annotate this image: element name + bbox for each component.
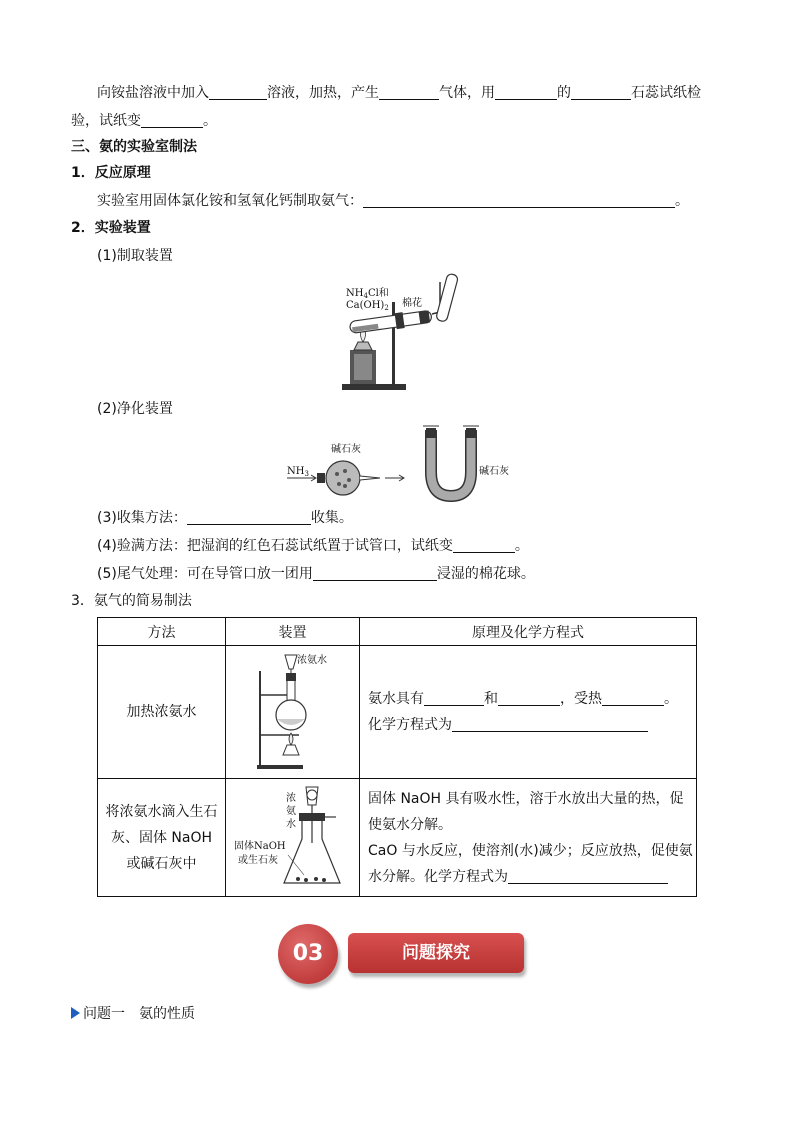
soda-lime-label: 碱石灰	[331, 444, 361, 455]
blank[interactable]	[508, 868, 668, 884]
column-header: 装置	[226, 618, 360, 646]
blank[interactable]	[209, 84, 267, 100]
preparation-apparatus-figure	[340, 272, 470, 394]
triangle-bullet-icon	[71, 1007, 80, 1019]
sub-heading: (2)净化装置	[97, 401, 173, 417]
collection-method: (3)收集方法： 收集。	[97, 510, 353, 526]
subsection-title: 2．实验装置	[71, 220, 151, 236]
apparatus-cell	[226, 646, 360, 779]
tail-gas-treatment: (5)尾气处理：可在导管口放一团用 浸湿的棉花球。	[97, 566, 535, 582]
methods-table	[97, 617, 697, 897]
reagent-label: 固体NaOH	[233, 840, 286, 852]
table-row	[98, 779, 697, 897]
dropping-apparatus-figure	[232, 783, 354, 893]
cotton-label: 棉花	[402, 298, 422, 309]
reagent-label: $Ca(OH)_2$	[346, 300, 389, 312]
section-banner-title: 问题探究	[348, 933, 524, 973]
subsection-title: 1．反应原理	[71, 165, 151, 181]
blank[interactable]	[187, 509, 311, 525]
nh3-label: $NH_3$	[287, 466, 309, 478]
simple-preparation-title: 3．氨气的简易制法	[71, 593, 192, 609]
blank[interactable]	[498, 690, 560, 706]
column-header: 方法	[98, 618, 226, 646]
section-number-badge: 03	[278, 924, 338, 984]
blank[interactable]	[379, 84, 439, 100]
principle-cell	[360, 646, 697, 779]
sub-heading: (1)制取装置	[97, 248, 173, 264]
column-header: 原理及化学方程式	[360, 618, 697, 646]
blank[interactable]	[313, 565, 437, 581]
table-header-row	[98, 618, 697, 646]
blank[interactable]	[424, 690, 484, 706]
principle-line: 氨水具有 和 ，受热 。	[368, 691, 678, 707]
intro-line-2: 验，试纸变 。	[71, 113, 217, 129]
question-heading: 问题一 氨的性质	[71, 1004, 195, 1024]
reagent-label: 浓	[285, 792, 296, 804]
fullness-test: (4)验满方法：把湿润的红色石蕊试纸置于试管口，试纸变 。	[97, 538, 529, 554]
method-cell: 将浓氨水滴入生石 灰、固体 NaOH 或碱石灰中	[98, 779, 226, 897]
reaction-principle: 实验室用固体氯化铵和氢氧化钙制取氨气： 。	[97, 193, 689, 209]
blank[interactable]	[363, 192, 675, 208]
blank[interactable]	[141, 112, 203, 128]
soda-lime-label: 碱石灰	[479, 466, 509, 477]
blank[interactable]	[602, 690, 664, 706]
table-row	[98, 646, 697, 779]
blank[interactable]	[452, 716, 648, 732]
reagent-label: $NH_4Cl$和	[346, 288, 389, 300]
blank[interactable]	[495, 84, 557, 100]
apparatus-cell	[226, 779, 360, 897]
reagent-label: 水	[285, 818, 296, 830]
blank[interactable]	[571, 84, 631, 100]
blank[interactable]	[453, 537, 515, 553]
purification-apparatus-figure	[285, 424, 515, 504]
section-title: 三、氨的实验室制法	[71, 139, 197, 155]
principle-line: 化学方程式为	[368, 712, 696, 738]
reagent-label: 或生石灰	[237, 854, 278, 866]
heating-apparatus-figure	[253, 651, 333, 773]
method-cell: 加热浓氨水	[98, 646, 226, 779]
concentrated-ammonia-label: 浓氨水	[296, 655, 327, 666]
principle-cell: 固体 NaOH 具有吸水性，溶于水放出大量的热，促 使氨水分解。 CaO 与水反应，使溶剂(水)减少；反应放热，促使氨 水分解。化学方程式为	[360, 779, 697, 897]
reagent-label: 氨	[285, 805, 296, 817]
intro-line-1: 向铵盐溶液中加入 溶液，加热，产生 气体，用 的 石蕊试纸检	[97, 85, 701, 101]
